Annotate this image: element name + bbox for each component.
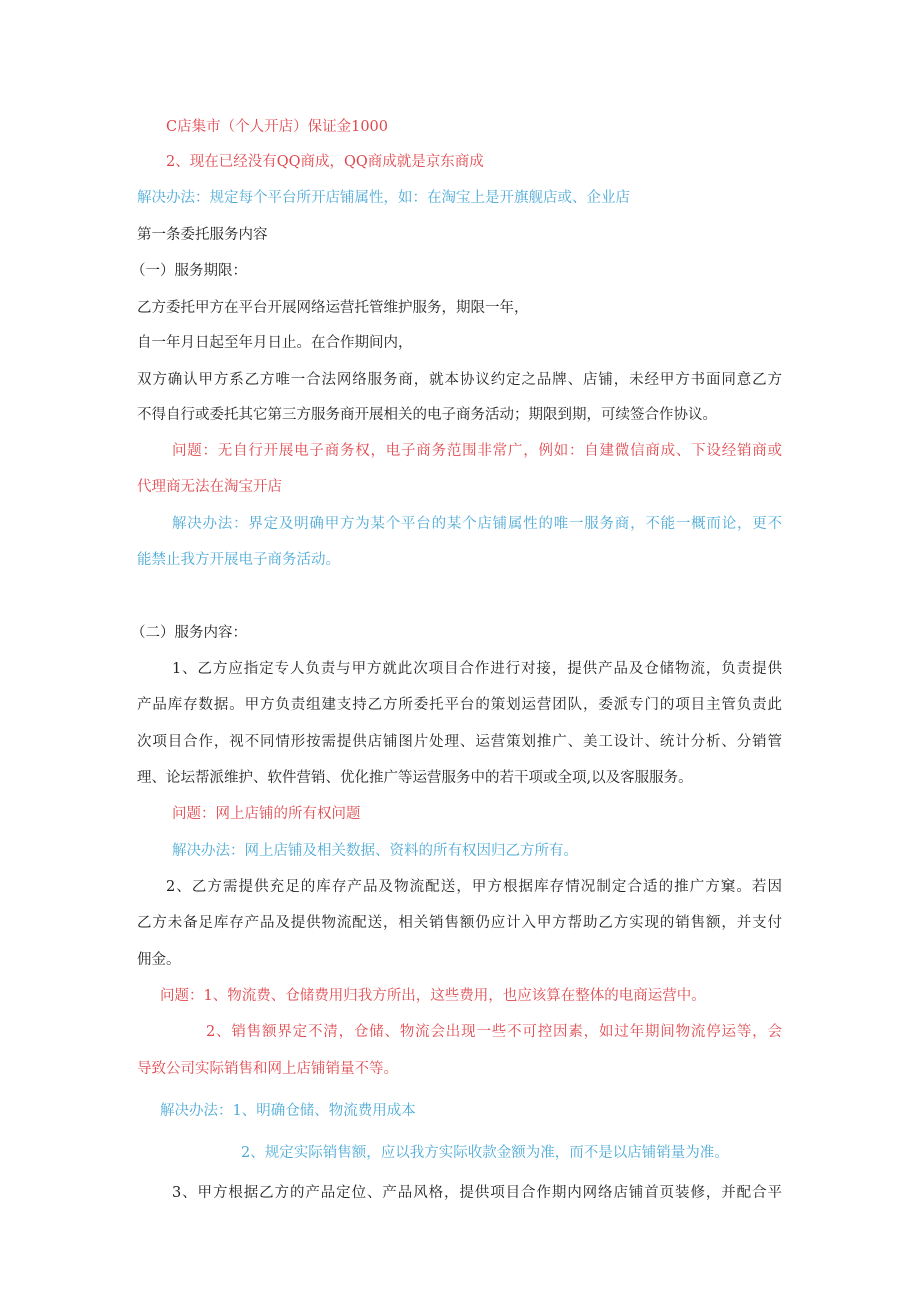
sub-heading: （一）服务期限： — [131, 263, 247, 279]
text-line: 解决办法：界定及明确甲方为某个平台的某个店铺属性的唯一服务商，不能一概而论，更不 — [172, 516, 782, 532]
text-line: 双方确认甲方系乙方唯一合法网络服务商，就本协议约定之品牌、店铺，未经甲方书面同意乙方 — [137, 372, 782, 388]
text-line: 代理商无法在淘宝开店 — [137, 479, 282, 495]
text-line: 解决办法：1、明确仓储、物流费用成本 — [160, 1103, 416, 1119]
text-line: 产品库存数据。甲方负责组建支持乙方所委托平台的策划运营团队，委派专门的项目主管负责此 — [137, 697, 782, 713]
text-line: 2、规定实际销售额，应以我方实际收款金额为准，而不是以店铺销量为准。 — [241, 1145, 729, 1161]
text-line: 问题：网上店铺的所有权问题 — [172, 806, 361, 822]
text-line: 问题：无自行开展电子商务权，电子商务范围非常广，例如：自建微信商成、下设经销商或 — [172, 443, 782, 459]
text-line: 乙方未备足库存产品及提供物流配送，相关销售额仍应计入甲方帮助乙方实现的销售额，并支付 — [137, 915, 782, 931]
text-line: 次项目合作，视不同情形按需提供店铺图片处理、运营策划推广、美工设计、统计分析、分销管 — [137, 734, 782, 750]
text-line: 自一年月日起至年月日止。在合作期间内， — [137, 335, 413, 351]
text-line: 解决办法：网上店铺及相关数据、资料的所有权因归乙方所有。 — [172, 843, 578, 859]
text-line: 佣金。 — [137, 952, 181, 968]
text-line: 1、乙方应指定专人负责与甲方就此次项目合作进行对接，提供产品及仓储物流，负责提供 — [172, 661, 782, 677]
text-line: 问题：1、物流费、仓储费用归我方所出，这些费用，也应该算在整体的电商运营中。 — [160, 988, 706, 1004]
text-line: 2、销售额界定不清，仓储、物流会出现一些不可控因素，如过年期间物流停运等，会 — [206, 1024, 782, 1040]
text-line: 导致公司实际销售和网上店铺销量不等。 — [137, 1061, 398, 1077]
text-line: 2、现在已经没有QQ商成，QQ商成就是京东商成 — [166, 154, 484, 170]
text-line: C店集市（个人开店）保证金1000 — [166, 119, 388, 135]
text-line: 能禁止我方开展电子商务活动。 — [137, 552, 340, 568]
section-heading: 第一条委托服务内容 — [137, 227, 268, 243]
text-line: 理、论坛帮派维护、软件营销、优化推广等运营服务中的若干项或全项,以及客服服务。 — [137, 770, 693, 786]
text-line: 解决办法：规定每个平台所开店铺属性，如：在淘宝上是开旗舰店或、企业店 — [137, 190, 630, 206]
text-line: 乙方委托甲方在平台开展网络运营托管维护服务，期限一年， — [137, 300, 529, 316]
sub-heading: （二）服务内容： — [131, 625, 247, 641]
text-line: 不得自行或委托其它第三方服务商开展相关的电子商务活动；期限到期，可续签合作协议。 — [137, 407, 717, 423]
text-line: 3、甲方根据乙方的产品定位、产品风格，提供项目合作期内网络店铺首页装修，并配合平 — [172, 1185, 782, 1201]
text-line: 2、乙方需提供充足的库存产品及物流配送，甲方根据库存情况制定合适的推广方窠。若因 — [166, 879, 782, 895]
